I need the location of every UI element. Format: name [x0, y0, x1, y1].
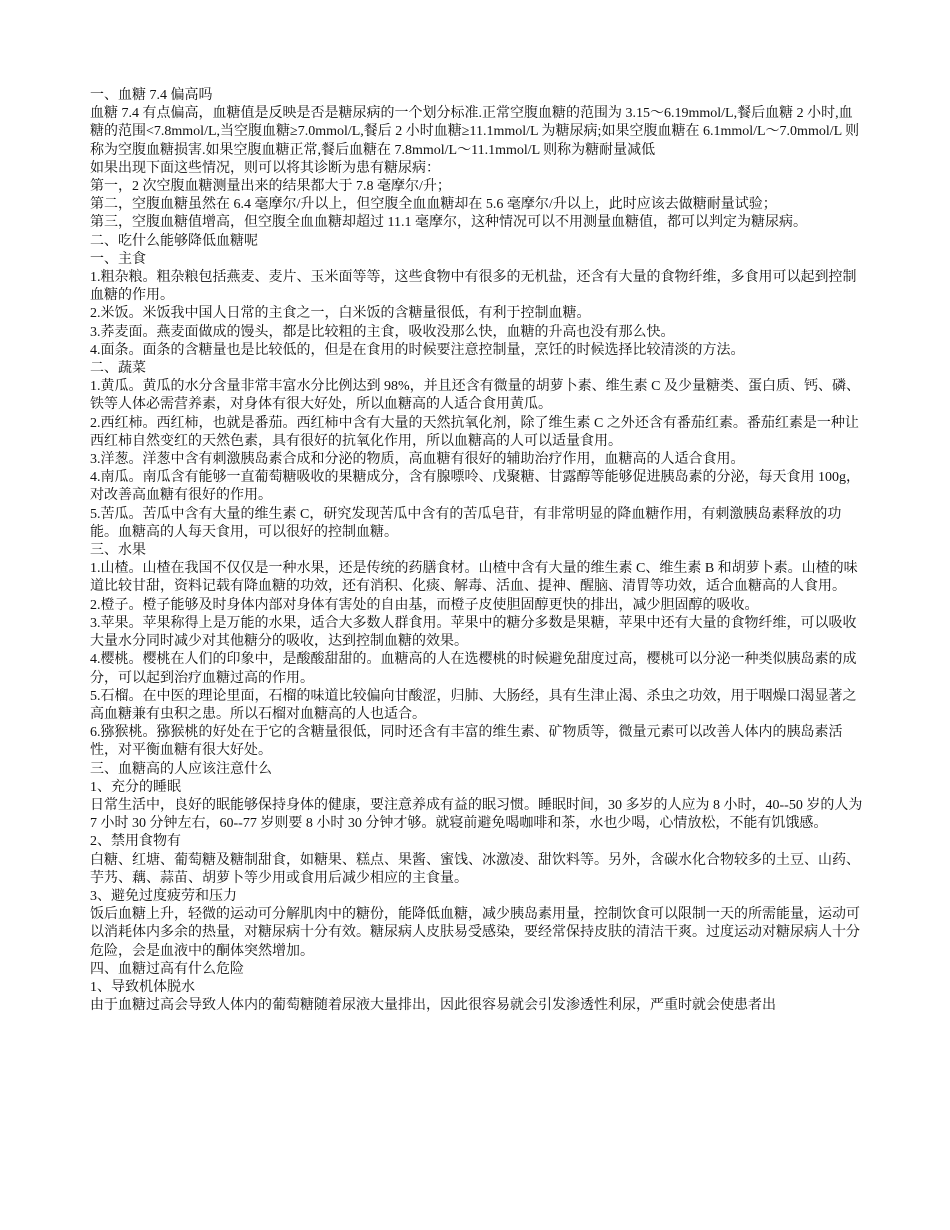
paragraph: 3.荞麦面。燕麦面做成的馒头，都是比较粗的主食，吸收没那么快，血糖的升高也没有那么快。	[90, 324, 675, 340]
paragraph: 2.橙子。橙子能够及时身体内部对身体有害处的自由基，而橙子皮使胆固醇更快的排出，减少胆固醇的吸收。	[90, 597, 759, 613]
document-body	[90, 87, 865, 1015]
paragraph: 第一，2 次空腹血糖测量出来的结果都大于 7.8 毫摩尔/升；	[90, 179, 451, 195]
paragraph: 5.苦瓜。苦瓜中含有大量的维生素 C，研究发现苦瓜中含有的苦瓜皂苷，有非常明显的降血糖作用，有刺激胰岛素释放的功能。血糖高的人每天食用，可以很好的控制血糖。	[90, 506, 842, 540]
paragraph: 5.石榴。在中医的理论里面，石榴的味道比较偏向甘酸涩，归肺、大肠经，具有生津止渴、杀虫之功效，用于咽燥口渴显著之高血糖兼有虫积之患。所以石榴对血糖高的人也适合。	[90, 688, 857, 722]
section-heading: 四、血糖过高有什么危险	[90, 961, 244, 977]
paragraph: 第二，空腹血糖虽然在 6.4 毫摩尔/升以上，但空腹全血血糖却在 5.6 毫摩尔/升以上，此时应该去做糖耐量试验；	[90, 197, 777, 213]
paragraph: 4.樱桃。樱桃在人们的印象中，是酸酸甜甜的。血糖高的人在选樱桃的时候避免甜度过高，樱桃可以分泌一种类似胰岛素的成分，可以起到治疗血糖过高的作用。	[90, 652, 857, 686]
subsection-heading: 1、充分的睡眠	[90, 779, 181, 795]
subsection-heading: 三、水果	[90, 543, 146, 559]
paragraph: 白糖、红塘、葡萄糖及糖制甜食，如糖果、糕点、果酱、蜜饯、冰激凌、甜饮料等。另外，含碳水化合物较多的土豆、山药、芋艿、藕、蒜苗、胡萝卜等少用或食用后减少相应的主食量。	[90, 852, 860, 886]
subsection-heading: 一、主食	[90, 251, 146, 267]
paragraph: 由于血糖过高会导致人体内的葡萄糖随着尿液大量排出，因此很容易就会引发渗透性利尿，严重时就会使患者出	[90, 998, 776, 1014]
paragraph: 如果出现下面这些情况，则可以将其诊断为患有糖尿病：	[90, 160, 440, 176]
paragraph: 4.面条。面条的含糖量也是比较低的，但是在食用的时候要注意控制量，烹饪的时候选择比较清淡的方法。	[90, 342, 745, 358]
paragraph: 1.黄瓜。黄瓜的水分含量非常丰富水分比例达到 98%，并且还含有微量的胡萝卜素、维生素 C 及少量糖类、蛋白质、钙、磷、铁等人体必需营养素，对身体有很大好处，所以血糖高的人适合食用黄瓜。	[90, 379, 860, 413]
paragraph: 血糖 7.4 有点偏高，血糖值是反映是否是糖尿病的一个划分标准.正常空腹血糖的范围为 3.15～6.19mmol/L,餐后血糖 2 小时,血糖的范围<7.8mmol/L,当空腹血糖≥7.0mmol/L,餐后 2 小时血糖≥11.1mmol/L 为糖尿病;如果空腹血糖在 6.1mmol/L～7.0mmol/L 则称为空腹血糖损害.如果空腹血糖正常,餐后血糖在 7.8mmol/L～11.1mmol/L 则称为糖耐量减低	[90, 106, 860, 158]
paragraph: 3.苹果。苹果称得上是万能的水果，适合大多数人群食用。苹果中的糖分多数是果糖，苹果中还有大量的食物纤维，可以吸收大量水分同时减少对其他糖分的吸收，达到控制血糖的效果。	[90, 615, 857, 650]
paragraph: 4.南瓜。南瓜含有能够一直葡萄糖吸收的果糖成分，含有腺嘌呤、戊聚糖、甘露醇等能够促进胰岛素的分泌，每天食用 100g，对改善高血糖有很好的作用。	[90, 470, 860, 504]
paragraph: 2.米饭。米饭我中国人日常的主食之一，白米饭的含糖量很低，有利于控制血糖。	[90, 306, 591, 322]
paragraph: 1.山楂。山楂在我国不仅仅是一种水果，还是传统的药膳食材。山楂中含有大量的维生素 C、维生素 B 和胡萝卜素。山楂的味道比较甘甜，资料记载有降血糖的功效，还有消积、化痰、解毒、活血、提神、醒脑、清胃等功效，适合血糖高的人食用。	[90, 561, 858, 595]
paragraph: 1.粗杂粮。粗杂粮包括燕麦、麦片、玉米面等等，这些食物中有很多的无机盐，还含有大量的食物纤维，多食用可以起到控制血糖的作用。	[90, 270, 857, 304]
paragraph: 2.西红柿。西红柿，也就是番茄。西红柿中含有大量的天然抗氧化剂，除了维生素 C 之外还含有番茄红素。番茄红素是一种让西红柿自然变红的天然色素，具有很好的抗氧化作用，所以血糖高的人可以适量食用。	[90, 415, 859, 449]
paragraph: 3.洋葱。洋葱中含有刺激胰岛素合成和分泌的物质，高血糖有很好的辅助治疗作用，血糖高的人适合食用。	[90, 452, 745, 468]
subsection-heading: 二、蔬菜	[90, 361, 146, 377]
paragraph: 日常生活中，良好的眠能够保持身体的健康，要注意养成有益的眠习惯。睡眠时间，30 多岁的人应为 8 小时，40--50 岁的人为 7 小时 30 分钟左右，60--77 岁则要 8 小时 30 分钟才够。就寝前避免喝咖啡和茶，水也少喝，心情放松，不能有饥饿感。	[90, 797, 863, 832]
subsection-heading: 3、避免过度疲劳和压力	[90, 888, 237, 904]
paragraph: 一、血糖 7.4 偏高吗	[90, 88, 213, 103]
section-heading: 三、血糖高的人应该注意什么	[90, 761, 272, 777]
paragraph: 第三，空腹血糖值增高，但空腹全血血糖却超过 11.1 毫摩尔，这种情况可以不用测量血糖值，都可以判定为糖尿病。	[90, 215, 807, 231]
subsection-heading: 1、导致机体脱水	[90, 979, 195, 995]
subsection-heading: 2、禁用食物有	[90, 834, 181, 850]
paragraph: 6.猕猴桃。猕猴桃的好处在于它的含糖量很低，同时还含有丰富的维生素、矿物质等，微量元素可以改善人体内的胰岛素活性，对平衡血糖有很大好处。	[90, 725, 843, 759]
section-heading: 二、吃什么能够降低血糖呢	[90, 233, 258, 249]
paragraph: 饭后血糖上升，轻微的运动可分解肌肉中的糖份，能降低血糖，减少胰岛素用量，控制饮食可以限制一天的所需能量，运动可以消耗体内多余的热量，对糖尿病十分有效。糖尿病人皮肤易受感染，要经常保持皮肤的清洁干爽。过度运动对糖尿病人十分危险，会是血液中的酮体突然增加。	[90, 907, 860, 959]
